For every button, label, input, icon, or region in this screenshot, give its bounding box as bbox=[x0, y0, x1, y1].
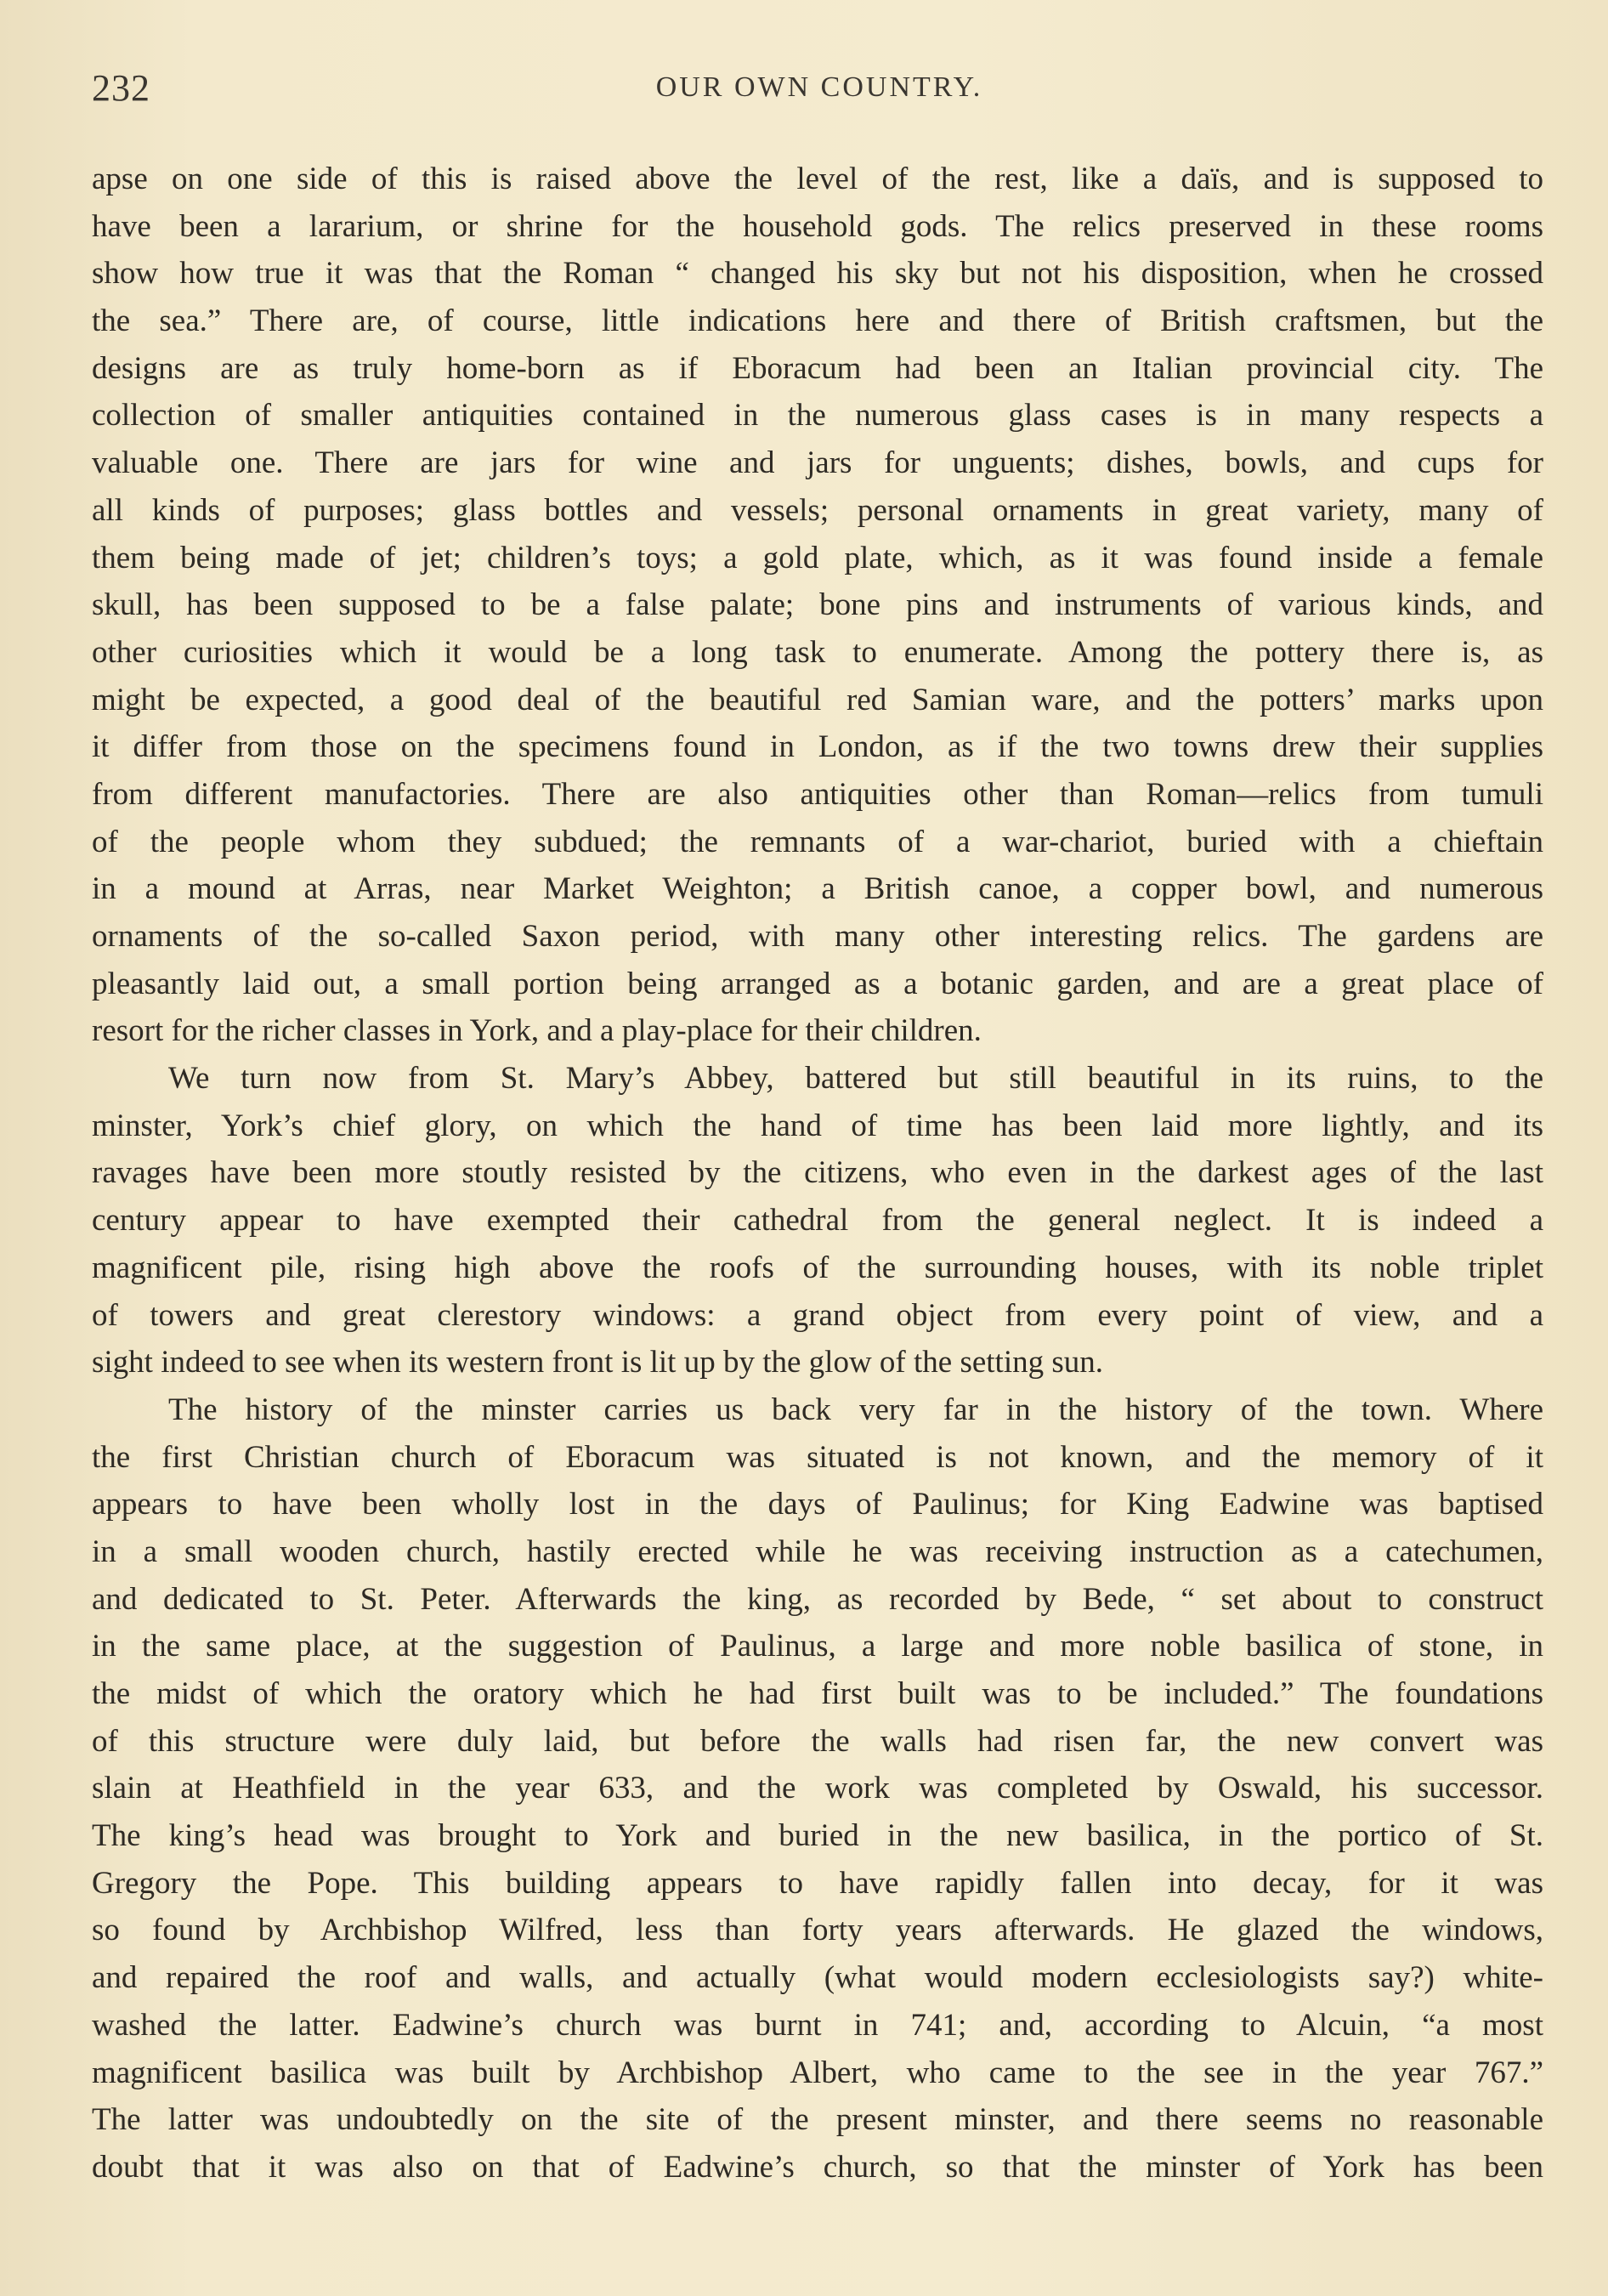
text-line: skull, has been supposed to be a false palate; bone pins and instruments of various kinds, and bbox=[92, 587, 1543, 623]
text-line: it differ from those on the specimens found in London, as if the two towns drew their supplies bbox=[92, 729, 1543, 765]
text-line: minster, York’s chief glory, on which the hand of time has been laid more lightly, and its bbox=[92, 1108, 1543, 1143]
page-header bbox=[92, 66, 1547, 109]
text-line: in a mound at Arras, near Market Weighton; a British canoe, a copper bowl, and numerous bbox=[92, 871, 1543, 907]
text-line: of towers and great clerestory windows: a grand object from every point of view, and a bbox=[92, 1297, 1543, 1333]
text-line: The history of the minster carries us back very far in the history of the town. Where bbox=[168, 1392, 1543, 1427]
text-line: Gregory the Pope. This building appears to have rapidly fallen into decay, for it was bbox=[92, 1865, 1543, 1901]
text-line: sight indeed to see when its western front is lit up by the glow of the setting sun. bbox=[92, 1345, 1103, 1380]
text-line: the sea.” There are, of course, little indications here and there of British craftsmen, but the bbox=[92, 303, 1543, 339]
text-line: show how true it was that the Roman “ changed his sky but not his disposition, when he crossed bbox=[92, 256, 1543, 292]
text-line: century appear to have exempted their cathedral from the general neglect. It is indeed a bbox=[92, 1203, 1543, 1239]
text-line: appears to have been wholly lost in the days of Paulinus; for King Eadwine was baptised bbox=[92, 1487, 1543, 1522]
text-line: resort for the richer classes in York, and a play-place for their children. bbox=[92, 1013, 982, 1049]
text-line: other curiosities which it would be a long task to enumerate. Among the pottery there is, as bbox=[92, 634, 1543, 670]
text-line: all kinds of purposes; glass bottles and vessels; personal ornaments in great variety, many of bbox=[92, 492, 1543, 528]
text-line: have been a lararium, or shrine for the household gods. The relics preserved in these rooms bbox=[92, 208, 1543, 244]
text-line: pleasantly laid out, a small portion being arranged as a botanic garden, and are a great place of bbox=[92, 966, 1543, 1001]
text-line: might be expected, a good deal of the beautiful red Samian ware, and the potters’ marks upon bbox=[92, 682, 1543, 717]
body-text bbox=[92, 156, 1543, 2191]
text-line: of this structure were duly laid, but before the walls had risen far, the new convert was bbox=[92, 1723, 1543, 1759]
running-head: OUR OWN COUNTRY. bbox=[655, 71, 983, 103]
text-line: slain at Heathfield in the year 633, and the work was completed by Oswald, his successor. bbox=[92, 1771, 1543, 1806]
text-line: We turn now from St. Mary’s Abbey, battered but still beautiful in its ruins, to the bbox=[168, 1061, 1543, 1097]
text-line: ravages have been more stoutly resisted by the citizens, who even in the darkest ages of the last bbox=[92, 1155, 1543, 1191]
text-line: The king’s head was brought to York and buried in the new basilica, in the portico of St. bbox=[92, 1818, 1543, 1854]
text-line: them being made of jet; children’s toys; a gold plate, which, as it was found inside a female bbox=[92, 540, 1543, 575]
text-line: from different manufactories. There are also antiquities other than Roman—relics from tumuli bbox=[92, 776, 1543, 812]
text-line: magnificent basilica was built by Archbishop Albert, who came to the see in the year 767.” bbox=[92, 2055, 1543, 2090]
text-line: and repaired the roof and walls, and actually (what would modern ecclesiologists say?) white- bbox=[92, 1960, 1543, 1996]
text-line: apse on one side of this is raised above the level of the rest, like a daïs, and is supposed to bbox=[92, 162, 1543, 196]
text-line: collection of smaller antiquities contained in the numerous glass cases is in many respects a bbox=[92, 398, 1543, 434]
text-line: of the people whom they subdued; the remnants of a war-chariot, buried with a chieftain bbox=[92, 824, 1543, 859]
text-line: the midst of which the oratory which he had first built was to be included.” The foundations bbox=[92, 1676, 1543, 1711]
text-line: magnificent pile, rising high above the roofs of the surrounding houses, with its noble triplet bbox=[92, 1250, 1543, 1285]
text-line: in the same place, at the suggestion of Paulinus, a large and more noble basilica of stone, in bbox=[92, 1629, 1543, 1664]
text-line: so found by Archbishop Wilfred, less than forty years afterwards. He glazed the windows, bbox=[92, 1913, 1543, 1948]
text-line: designs are as truly home-born as if Eboracum had been an Italian provincial city. The bbox=[92, 350, 1543, 386]
text-line: in a small wooden church, hastily erected while he was receiving instruction as a catechumen, bbox=[92, 1534, 1543, 1569]
text-line: valuable one. There are jars for wine and jars for unguents; dishes, bowls, and cups for bbox=[92, 445, 1543, 481]
text-line: the first Christian church of Eboracum was situated is not known, and the memory of it bbox=[92, 1439, 1543, 1475]
text-line: ornaments of the so-called Saxon period, with many other interesting relics. The gardens are bbox=[92, 919, 1543, 954]
text-line: The latter was undoubtedly on the site of the present minster, and there seems no reasonable bbox=[92, 2102, 1543, 2138]
text-line: and dedicated to St. Peter. Afterwards the king, as recorded by Bede, “ set about to construct bbox=[92, 1581, 1543, 1617]
text-line: doubt that it was also on that of Eadwine’s church, so that the minster of York has been bbox=[92, 2149, 1543, 2185]
page-number: 232 bbox=[92, 67, 150, 109]
text-line: washed the latter. Eadwine’s church was burnt in 741; and, according to Alcuin, “a most bbox=[92, 2007, 1543, 2043]
